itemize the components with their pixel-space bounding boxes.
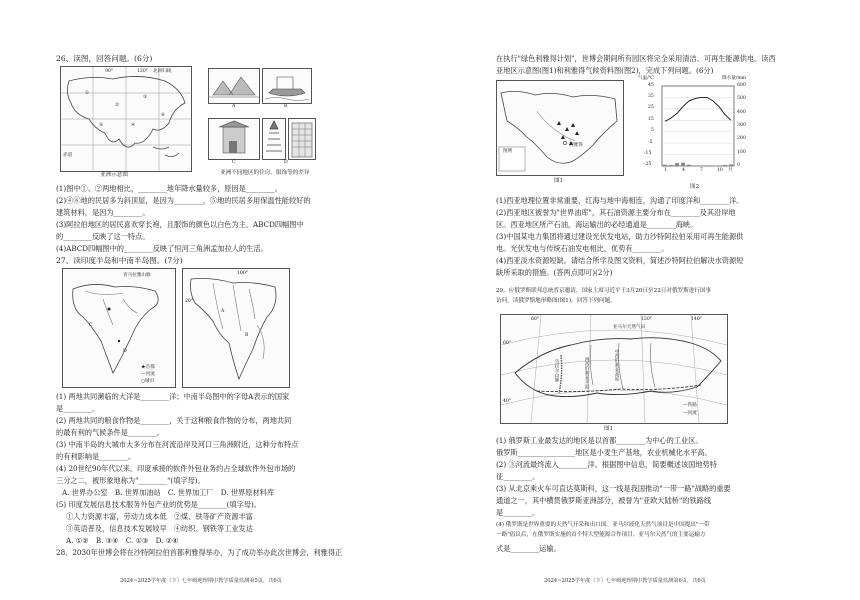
- indochina-lon: 100°: [237, 271, 249, 276]
- india-map-title: 喜马拉雅山脉: [123, 273, 151, 278]
- picture-a: [208, 68, 260, 104]
- q26-title: 26、读图，回答问题。(6分): [56, 54, 153, 63]
- indochina-map-svg: [183, 269, 289, 387]
- russia-label-wsp: 西西伯利亚平原: [584, 357, 589, 390]
- p-tick-0: 600: [737, 83, 746, 88]
- indochina-lat: 20°: [185, 299, 194, 304]
- indochina-label-a: A: [221, 309, 225, 314]
- q26-line-4: (3)阿拉伯地区的居民喜欢穿长袍，且服饰的颜色以白色为主，ABCD四幅图中: [56, 220, 304, 229]
- p-tick-6: 0: [737, 163, 740, 168]
- q27-line-6: 的有利影响是________。: [56, 452, 136, 461]
- month-unit: 月: [728, 168, 733, 173]
- q27-line-2: 是________。: [56, 404, 100, 413]
- russia-lon2: 120°: [641, 317, 653, 322]
- russia-label-yamal: 亚马尔天然气田: [613, 325, 646, 330]
- russia-legend-2: —河流: [683, 411, 697, 416]
- fig1-caption: 图1: [554, 178, 564, 184]
- riyadh-label: 利雅得: [569, 143, 583, 148]
- t-tick-0: 45: [648, 83, 654, 88]
- p-tick-3: 300: [737, 123, 746, 128]
- picture-label-a: A: [232, 104, 236, 109]
- q28-question-4a: (4)西亚淡水资源短缺。请结合所学及图文资料，简述沙特阿拉伯解决水资源短: [496, 256, 744, 265]
- q27-line-13: A. ①② B. ③④ C. ①③ D. ②④: [66, 536, 179, 545]
- q27-title: 27、读印度半岛和中南半岛图。(7分): [56, 256, 183, 265]
- q29-title: 29、应俄罗斯联邦总统普京邀请，国家主席习近平于3月20日至22日对俄罗斯进行国事: [496, 288, 712, 294]
- q29-question-3b: 通道之一，其中横贯俄罗斯亚洲部分，被誉为"亚欧大陆桥"的铁路线: [496, 496, 712, 505]
- map-point-6: ⑥: [161, 113, 166, 118]
- q29-question-2a: (2) ③河流最终流入________洋。根据图中信息，简要概述该国地势特: [496, 460, 717, 469]
- t-tick-1: 35: [648, 94, 654, 99]
- russia-lat2: 40°: [503, 399, 512, 404]
- precip-bar: [675, 163, 679, 166]
- month-10: 10: [717, 168, 723, 173]
- india-map-label-d: D: [123, 349, 127, 354]
- india-legend-3: ○城市: [141, 379, 155, 384]
- picture-b: [262, 68, 312, 104]
- precip-bar: [729, 164, 733, 166]
- india-legend-1: ★首都: [141, 365, 155, 370]
- russia-label-csp: 中西伯利亚高原: [614, 349, 619, 382]
- q29-question-4c: 式是________运输。: [496, 544, 561, 553]
- russia-lon3: 140°: [691, 317, 703, 322]
- q29-question-3c: 是________。: [496, 508, 540, 517]
- west-asia-map: [496, 80, 624, 176]
- month-4: 4: [682, 168, 685, 173]
- p-tick-1: 500: [737, 96, 746, 101]
- q27-line-8: 三分之二，被形象地称为"________"(填字母)。: [56, 476, 205, 485]
- russia-map: [500, 314, 728, 424]
- t-tick-4: 5: [651, 128, 654, 133]
- t-tick-3: 15: [648, 117, 654, 122]
- asia-map: [60, 66, 192, 172]
- q29-question-4a: (4) 俄罗斯是世界重要的天然气开采和出口国。亚马尔液化天然气项目是中国提出"一带: [496, 522, 710, 528]
- fig2-caption: 图2: [690, 184, 700, 190]
- map-label-lon1: 90°: [105, 69, 114, 74]
- precip-bar: [687, 165, 691, 166]
- india-map-svg: [63, 269, 175, 387]
- month-1: 1: [664, 168, 667, 173]
- t-tick-6: -15: [644, 151, 652, 156]
- picture-label-b: B: [284, 104, 288, 109]
- asia-map-caption: 亚洲示意图: [100, 172, 128, 178]
- india-map: [62, 268, 176, 388]
- picture-label-d: D: [284, 160, 288, 165]
- left-footer: 2024~2025学年度（下）七年级地理期中教学质量监测第5页，共6页: [120, 578, 282, 584]
- q26-line-6: (4)ABCD四幅图中的________反映了恒河三角洲孟加拉人的生活。: [56, 244, 268, 253]
- q29-question-1a: (1) 俄罗斯工业最发达的地区是以首都________为中心的工业区。: [496, 436, 703, 445]
- picture-label-c: C: [232, 160, 236, 165]
- indochina-map: [182, 268, 290, 388]
- q28-question-2a: (2)西亚地区被誉为"世界油库"，其石油资源主要分布在________及其沿岸地: [496, 208, 736, 217]
- russia-map-caption: 图1: [604, 426, 614, 432]
- t-tick-2: 25: [648, 105, 654, 110]
- right-footer: 2024~2025学年度（下）七年级地理期中教学质量监测第6页，共6页: [544, 578, 706, 584]
- precip-bar: [669, 165, 673, 166]
- asia-map-svg: [61, 67, 191, 171]
- picture-building: [288, 118, 316, 160]
- map-point-3: ③: [143, 95, 148, 100]
- temperature-line: [665, 97, 731, 121]
- q29-question-3a: (3) 从北京乘火车可直达莫斯科，这一线是我国推动"一带一路"战略的重要: [496, 484, 731, 493]
- india-map-label-c: C: [89, 323, 93, 328]
- precip-bar: [723, 165, 727, 166]
- q27-line-11: ①人力资源丰富，劳动力成本低 ②煤、铁等矿产资源丰富: [66, 512, 253, 521]
- q29-question-4b: 一路"倡议后，在俄罗斯实施的首个特大型能源合作项目。亚马尔天然气的主要运输方: [496, 532, 706, 538]
- map-point-5: ⑤: [99, 123, 104, 128]
- q27-line-9: A. 世界办公室 B. 世界加油站 C. 世界加工厂 D. 世界原材料库: [62, 488, 275, 497]
- russia-legend-1: —铁路: [683, 403, 697, 408]
- precip-bar: [681, 163, 685, 166]
- climate-chart: [636, 76, 766, 180]
- p-tick-2: 400: [737, 110, 746, 115]
- q27-line-7: (4) 20世纪90年代以来，印度承接的软件外包业务约占全球软件外包市场的: [56, 464, 296, 473]
- indochina-label-b: B: [245, 333, 249, 338]
- map-point-1: ①: [85, 91, 90, 96]
- map-label-lon2: 120°: [137, 69, 149, 74]
- q29-line-1: 访问。读俄罗斯地形略图(图1)，回答下列问题。: [496, 298, 616, 304]
- chart-y-right-label: 降水量/mm: [722, 76, 747, 81]
- p-tick-4: 200: [737, 136, 746, 141]
- t-tick-5: -5: [648, 140, 653, 145]
- month-7: 7: [700, 168, 703, 173]
- russia-lat1: 60°: [503, 341, 512, 346]
- chart-y-left-label: 气温/℃: [638, 76, 654, 81]
- q28-question-1: (1)西亚地理位置非常重要，红海与地中海相连，沟通了印度洋和________洋。: [496, 196, 744, 205]
- q27-line-5: (3) 中南半岛的大城市大多分布在河流沿岸及河口三角洲附近，这种分布特点: [56, 440, 299, 449]
- t-tick-7: -25: [644, 162, 652, 167]
- q27-line-3: (2) 两地共同的粮食作物是________，关于这种粮食作物的分布，两地共同: [56, 416, 292, 425]
- india-legend-2: —河流: [141, 372, 155, 377]
- q26-line-1: (1)图中①、②两地相比，________地年降水量较多，原因是________。: [56, 184, 282, 193]
- q29-question-2b: 征________。: [496, 472, 540, 481]
- q28-line-a: 在执行"绿色利雅得计划"，世博会期间所有园区将完全采用清洁、可再生能源供电。读西: [496, 54, 776, 63]
- map-point-2: ②: [115, 103, 120, 108]
- climate-chart-svg: [636, 76, 766, 180]
- map-point-4: ④: [131, 123, 136, 128]
- russia-lon1: 60°: [531, 317, 540, 322]
- q28-question-3b: 电。光伏发电与传统石油发电相比，优势有________。: [496, 244, 669, 253]
- p-tick-5: 100: [737, 150, 746, 155]
- q28-question-2b: 区。西亚地区所产石油，海运输出的必经通道是________海峡。: [496, 220, 698, 229]
- q27-line-12: ③英语普及，信息技术发展较早 ④纺织、钢铁等工业发达: [66, 524, 253, 533]
- q28-line-b: 亚地区示意图(图1)和利雅得气候资料图(图2)，完成下列问题。(6分): [496, 66, 714, 75]
- q27-line-1: (1) 两地共同濒临的大洋是________洋；中南半岛图中的字母A表示的国家: [56, 392, 290, 401]
- pictures-caption: 亚洲不同地区的住房、服饰等的差异: [220, 170, 310, 176]
- q27-line-4: 的最有利的气候条件是________。: [56, 428, 164, 437]
- russia-label-ural: 乌拉尔山脉: [554, 359, 559, 382]
- q26-line-5: 的________反映了这一特点。: [56, 232, 150, 241]
- map-label-tropic: 北回归线: [153, 69, 172, 74]
- q28-intro: 28、2030年世博会将在沙特阿拉伯首都利雅得举办，为了成功举办此次世博会，利雅得正: [56, 548, 343, 557]
- q26-line-3: 建筑材料，是因为________。: [56, 208, 150, 217]
- west-asia-legend: 图例: [503, 149, 513, 154]
- picture-c: [208, 118, 260, 160]
- picture-d: [262, 118, 286, 160]
- right-page: [430, 0, 860, 600]
- q29-question-1b: 俄罗斯________________地区是小麦生产基地，农业机械化水平高。: [496, 448, 712, 457]
- q28-question-3a: (3)中国某电力集团将通过建设光伏发电站，助力沙特阿拉伯采用可再生能源供: [496, 232, 744, 241]
- west-asia-map-svg: [497, 81, 623, 175]
- precip-bar: [663, 165, 667, 166]
- map-label-eq: 赤道: [63, 153, 73, 158]
- q28-question-4b: 缺所采取的措施。(答两点即可)(2分): [496, 268, 613, 277]
- q26-line-2: (2)④⑥地的民居多为斜顶屋，是因为________，⑤地的民居多用保温性能较好的: [56, 196, 311, 205]
- q27-line-10: (5) 印度发展信息技术服务外包产业的优势是________(填字母)。: [56, 500, 261, 509]
